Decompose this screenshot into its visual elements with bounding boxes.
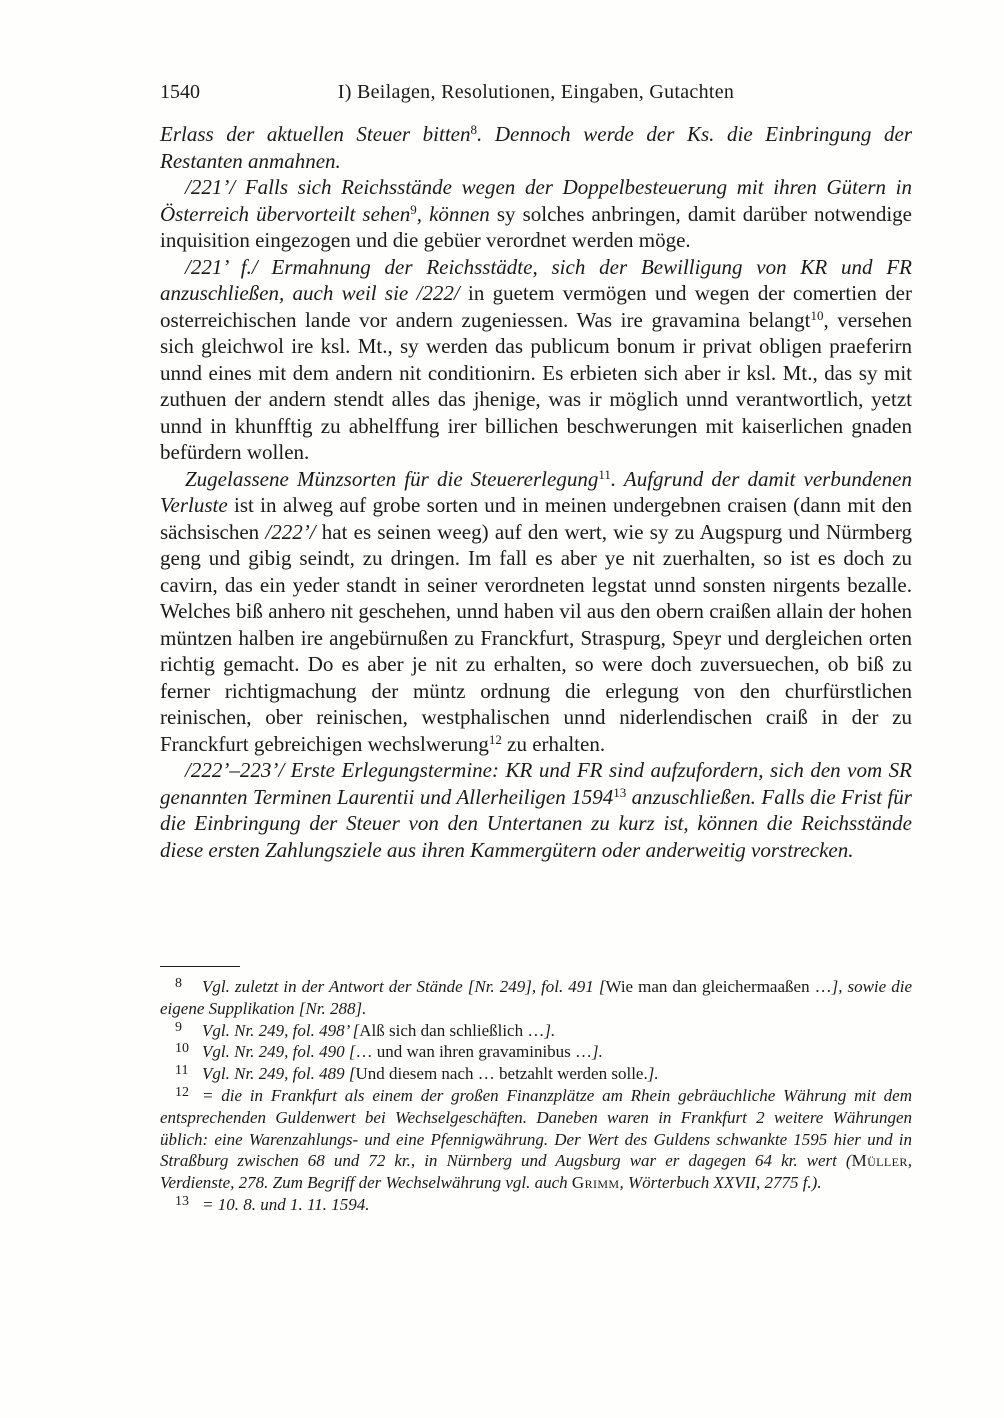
text-run: , versehen sich gleichwol ire ksl. Mt., sy werden das publicum bonum ir privat obligen praeferirn unnd eines mit dem andern nit conditionirn. Es erbieten sich aber ir ksl. Mt., das sy mit zuthuen der andern stendt alles das jhenige, was ir möglich unnd verantwortlich, yetzt unnd in khunfftig zu abhelffung irer billichen beschwerungen mit kaiserlichen gnaden befürdern wollen. (160, 307, 912, 464)
text-run: ]. (647, 1064, 659, 1084)
text-run: Grimm (571, 1173, 620, 1193)
footnote (160, 1085, 912, 1194)
footnote-number: 8 (175, 976, 182, 991)
text-run: = 10. 8. und 1. 11. 1594. (202, 1194, 370, 1214)
text-run: . Dennoch werde der Ks. die Einbringung der Restanten anmahnen. (160, 122, 912, 173)
text-run: Und diesem nach … betzahlt werden solle. (355, 1064, 648, 1084)
footnote-number: 12 (175, 1084, 189, 1100)
text-run: /222’/ (265, 519, 322, 544)
text-run: ]. (592, 1042, 603, 1062)
text-run: Vgl. Nr. 249, fol. 498’ [ (202, 1020, 360, 1040)
text-run: Zugelassene Münzsorten für die Steuererlegung (185, 466, 599, 491)
text-run: /221’/ Falls sich Reichsstände wegen der Doppelbesteuerung mit ihren Gütern in Österreich übervorteilt sehen (160, 175, 912, 226)
footnote-number: 10 (175, 1041, 189, 1057)
text-run: Müller (851, 1151, 908, 1171)
footnote (160, 1041, 912, 1063)
footnote-separator (160, 966, 240, 967)
text-run: ]. (544, 1020, 556, 1040)
footnotes-section (160, 966, 912, 1216)
text-run: anzuschließen. Falls die Frist für die Einbringung der Steuer von den Untertanen zu kurz ist, können die Reichsstände diese ersten Zahlungsziele aus ihren Kammergütern oder anderweitig vorstrecken. (160, 784, 912, 862)
text-run: zu erhalten. (501, 731, 606, 756)
footnote-reference: 9 (410, 201, 417, 217)
footnote-reference: 8 (470, 122, 477, 137)
text-run: /222’–223’/ Erste Erlegungstermine: KR und FR sind aufzufordern, sich den vom SR genannten Terminen Laurentii und Allerheiligen 1594 (160, 758, 912, 809)
footnote (160, 1063, 912, 1085)
text-run: Wie man dan gleichermaaßen … (605, 977, 832, 996)
footnote-reference: 12 (488, 731, 502, 747)
footnote (160, 1020, 912, 1042)
running-title: I) Beilagen, Resolutionen, Eingaben, Gutachten (337, 81, 735, 103)
footnote-reference: 13 (613, 784, 627, 800)
text-run: Alß sich dan schließlich … (359, 1020, 545, 1040)
text-run: , Verdienste, 278. Zum Begriff der Wechselwährung vgl. auch (160, 1151, 912, 1193)
paragraph (160, 174, 912, 254)
text-run: in guetem vermögen und wegen der comertien der osterreichischen lande vor andern zugeniessen. Was ire gravamina belangt (160, 281, 912, 332)
footnote (160, 976, 912, 1020)
text-run: Erlass der aktuellen Steuer bitten (160, 122, 471, 146)
footnote-reference: 10 (810, 307, 824, 323)
paragraph (160, 466, 912, 758)
body-text (160, 121, 912, 863)
text-run: = die in Frankfurt als einem der großen Finanzplätze am Rhein gebräuchliche Währung mit dem entsprechenden Guldenwert bei Wechselgeschäften. Daneben waren in Frankfurt 2 weitere Währungen üblich: eine Warenzahlungs- und eine Pfennigwährung. Der Wert des Guldens schwankte 1595 hier und in Straßburg zwischen 68 und 72 kr., in Nürnberg und Augsburg war er dagegen 64 kr. wert ( (160, 1085, 912, 1171)
text-run: /221’ f./ Ermahnung der Reichsstädte, sich der Bewilligung von KR und FR anzuschließen, auch weil sie /222/ (160, 254, 912, 305)
paragraph (160, 121, 912, 174)
footnotes-list (160, 976, 912, 1216)
text-run: ], sowie die eigene Supplikation [Nr. 288]. (160, 977, 912, 1018)
text-run: Vgl. zuletzt in der Antwort der Stände [Nr. 249], fol. 491 [ (202, 977, 606, 996)
footnote-number: 13 (175, 1193, 189, 1209)
text-run: sy solches anbringen, damit darüber notwendige inquisition eingezogen und die gebüer verordnet werden möge. (160, 201, 912, 252)
text-run: Vgl. Nr. 249, fol. 490 [ (202, 1042, 356, 1062)
footnote (160, 1194, 912, 1216)
paragraph (160, 254, 912, 466)
text-run: , können (416, 201, 497, 226)
text-run: hat es seinen weeg) auf den wert, wie sy zu Augspurg und Nürmberg geng und gibig seindt, zu dringen. Im fall es aber ye nit zuerhalten, so ist es doch zu cavirn, das ein yeder standt in seiner verordneten legstat unnd sonsten nirgents bezalle. Welches biß anhero nit geschehen, unnd haben vil aus den obern craißen allain der hohen müntzen halben ire angebürnußen zu Franckfurt, Straspurg, Speyr und dergleichen orten richtig gemacht. Do es aber je nit zu erhalten, so were doch zuversuechen, ob biß zu ferner richtigmachung der müntz ordnung die erlegung von den churfürstlichen reinischen, ober reinischen, westphalischen unnd niderlendischen craiß in der zu Franckfurt gebreichigen wechslwerung (160, 519, 912, 756)
footnote-reference: 11 (598, 466, 611, 482)
text-run: ist in alweg auf grobe sorten und in meinen undergebnen craisen (dann mit den sächsischen (160, 493, 912, 544)
text-run: Vgl. Nr. 249, fol. 489 [ (202, 1064, 356, 1084)
footnote-number: 9 (175, 1019, 182, 1035)
footnote-number: 11 (175, 1063, 189, 1079)
paragraph (160, 757, 912, 863)
page-header (160, 80, 912, 104)
text-run: , Wörterbuch XXVII, 2775 f.). (619, 1173, 822, 1193)
text-run: … und wan ihren gravaminibus … (355, 1042, 593, 1062)
text-run: . Aufgrund der damit verbundenen Verluste (160, 466, 912, 517)
page-number: 1540 (160, 81, 200, 103)
